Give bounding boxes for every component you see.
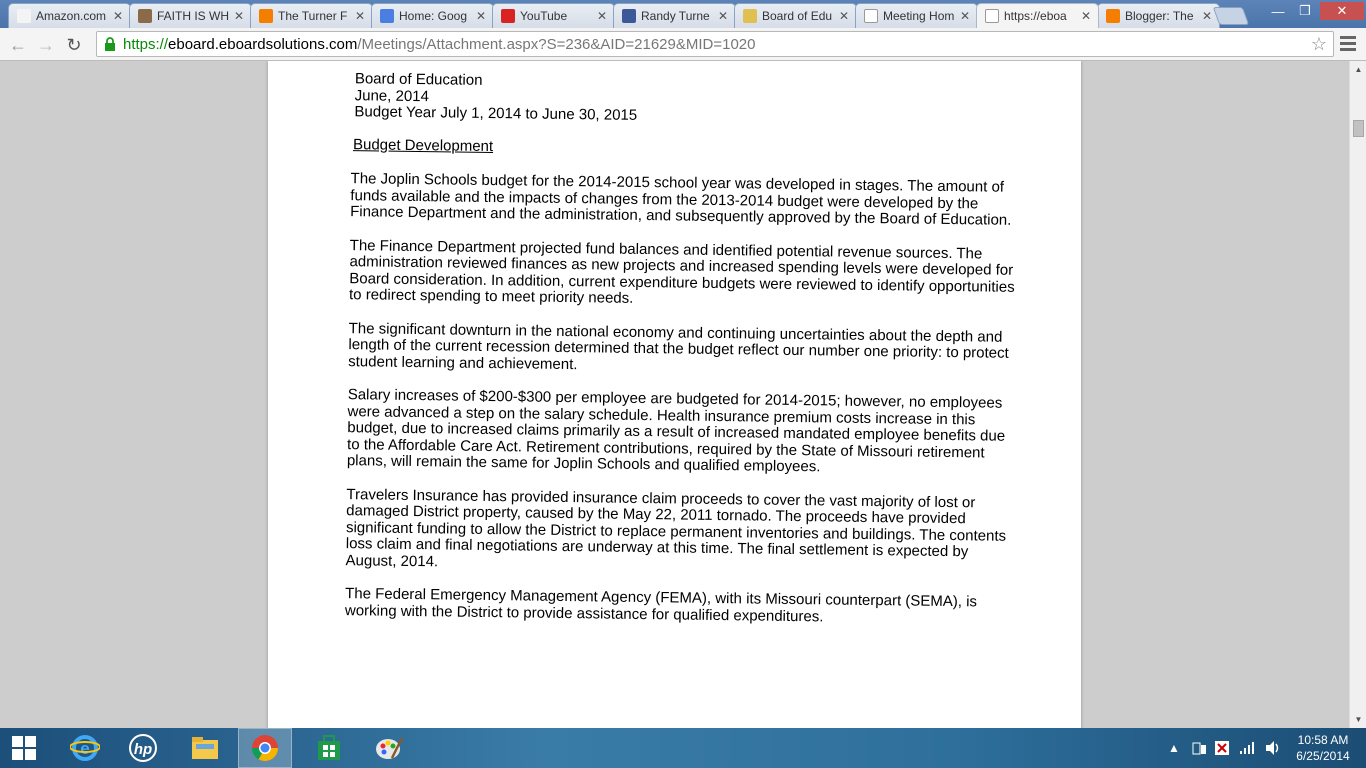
action-center-flag-icon[interactable] [1214, 728, 1230, 768]
paint-icon[interactable] [362, 728, 416, 768]
blogger-icon [259, 9, 273, 23]
youtube-icon [501, 9, 515, 23]
clock-time: 10:58 AM [1297, 733, 1349, 747]
browser-tab[interactable] [371, 3, 494, 28]
doc-header-line: Budget Year July 1, 2014 to June 30, 2015 [354, 103, 638, 124]
url-host: eboard.eboardsolutions.com [168, 35, 358, 53]
browser-toolbar [0, 28, 1366, 61]
volume-icon[interactable] [1264, 728, 1282, 768]
tab-title: https://eboa [1004, 9, 1067, 23]
browser-tab[interactable] [976, 3, 1099, 28]
tab-close-icon[interactable]: ✕ [596, 9, 608, 23]
google-plus-icon [380, 9, 394, 23]
url-scheme: https:// [123, 35, 169, 53]
forward-button[interactable]: → [37, 34, 55, 55]
doc-paragraph: Salary increases of $200-$300 per employee are budgeted for 2014-2015; however, no employees were advanced a step on the salary schedule. Health insurance premium costs increase in this budget, due to increased claims primarily as a result of increased mandated employee benefits due to the Affordable Care Act. Retirement contributions, required by the State of Missouri retirement plans, will remain the same for Joplin Schools and qualified employees. [346, 386, 1006, 476]
tab-title: Board of Edu [762, 9, 833, 23]
doc-paragraph: The Federal Emergency Management Agency (FEMA), with its Missouri counterpart (SEMA), is working with the District to provide assistance for qualified expenditures. [344, 585, 978, 625]
reload-button[interactable]: ↻ [66, 34, 82, 55]
browser-tab[interactable] [1097, 3, 1220, 28]
clock-date: 6/25/2014 [1296, 749, 1350, 763]
show-hidden-icons-icon[interactable]: ▲ [1168, 741, 1180, 755]
scroll-thumb[interactable] [1353, 120, 1364, 137]
document-text [333, 71, 1020, 645]
power-icon[interactable] [1192, 728, 1208, 768]
tab-close-icon[interactable]: ✕ [112, 9, 124, 23]
blogger-icon [1106, 9, 1120, 23]
scroll-down-arrow-icon[interactable]: ▼ [1354, 715, 1363, 724]
tab-title: FAITH IS WH [157, 9, 229, 23]
tab-title: Amazon.com [36, 9, 107, 23]
chrome-menu-icon[interactable] [1340, 36, 1356, 54]
browser-tab[interactable] [8, 3, 131, 28]
hp-icon[interactable] [116, 728, 170, 768]
facebook-icon [622, 9, 636, 23]
file-explorer-icon[interactable] [178, 728, 232, 768]
tab-close-icon[interactable]: ✕ [233, 9, 245, 23]
internet-explorer-icon[interactable] [58, 728, 112, 768]
tab-close-icon[interactable]: ✕ [838, 9, 850, 23]
lock-icon [103, 37, 117, 51]
tab-title: The Turner F [278, 9, 348, 23]
scroll-up-arrow-icon[interactable]: ▲ [1354, 65, 1363, 74]
tab-close-icon[interactable]: ✕ [1080, 9, 1092, 23]
start-icon[interactable] [0, 728, 48, 768]
url-path: /Meetings/Attachment.aspx?S=236&AID=21629&MID=1020 [357, 35, 756, 53]
tab-close-icon[interactable]: ✕ [959, 9, 971, 23]
tab-title: Meeting Hom [883, 9, 955, 23]
browser-tab[interactable] [250, 3, 373, 28]
tab-strip [0, 0, 1366, 28]
restore-button[interactable]: ❐ [1299, 3, 1311, 18]
back-button[interactable]: ← [9, 34, 27, 55]
page-viewport [0, 61, 1349, 728]
doc-header-line: Board of Education [354, 70, 483, 89]
page-icon [864, 9, 878, 23]
tab-close-icon[interactable]: ✕ [354, 9, 366, 23]
bookmark-star-icon[interactable]: ☆ [1310, 34, 1327, 54]
amazon-icon [17, 9, 31, 23]
tab-close-icon[interactable]: ✕ [475, 9, 487, 23]
doc-paragraph: The Finance Department projected fund balances and identified potential revenue sources. The administration reviewed finances as new projects and increased spending levels were developed for Board consideration. In addition, current expenditure budgets were reviewed to identify opportunities to redirect spending to meet priority needs. [348, 236, 1015, 307]
chrome-icon[interactable] [238, 728, 292, 768]
tab-title: Home: Goog [399, 9, 468, 23]
svg-text:e: e [80, 739, 90, 758]
page-icon [985, 9, 999, 23]
vertical-scrollbar[interactable] [1349, 61, 1366, 728]
section-title: Budget Development [352, 135, 494, 155]
loading-icon [743, 9, 757, 23]
browser-tab[interactable] [855, 3, 978, 28]
tab-title: Randy Turne [641, 9, 710, 23]
doc-paragraph: The significant downturn in the national economy and continuing uncertainties about the depth and length of the current recession determined that the budget reflect our number one priority: to protect student learning and achievement. [348, 319, 1009, 373]
doc-paragraph: Travelers Insurance has provided insurance claim proceeds to cover the vast majority of lost or damaged District property, caused by the May 22, 2011 tornado. The proceeds have provided significant funding to allow the District to replace permanent inventories and buildings. The contents loss claim and final negotiations are underway at this time. The final settlement is expected by August, 2014. [345, 485, 1007, 570]
tab-title: Blogger: The [1125, 9, 1194, 23]
browser-tab[interactable] [734, 3, 857, 28]
doc-header-line: June, 2014 [354, 86, 430, 105]
browser-tab[interactable] [129, 3, 252, 28]
picture-icon [138, 9, 152, 23]
store-icon[interactable] [302, 728, 356, 768]
svg-text:hp: hp [133, 741, 153, 758]
new-tab-button[interactable] [1213, 7, 1250, 25]
close-window-button[interactable]: ✕ [1320, 2, 1364, 20]
address-bar[interactable] [96, 31, 1334, 57]
network-signal-icon[interactable] [1239, 728, 1255, 768]
doc-paragraph: The Joplin Schools budget for the 2014-2015 school year was developed in stages. The amount of funds available and the impacts of changes from the 2013-2014 budget were developed by the Finance Department and the administration, and subsequently approved by the Board of Education. [350, 170, 1012, 229]
tab-close-icon[interactable]: ✕ [717, 9, 729, 23]
browser-tab[interactable] [492, 3, 615, 28]
system-clock[interactable] [1290, 732, 1356, 764]
browser-tab[interactable] [613, 3, 736, 28]
minimize-button[interactable]: — [1271, 3, 1285, 19]
tab-title: YouTube [520, 9, 568, 23]
windows-taskbar [0, 728, 1366, 768]
tab-close-icon[interactable]: ✕ [1201, 9, 1213, 23]
